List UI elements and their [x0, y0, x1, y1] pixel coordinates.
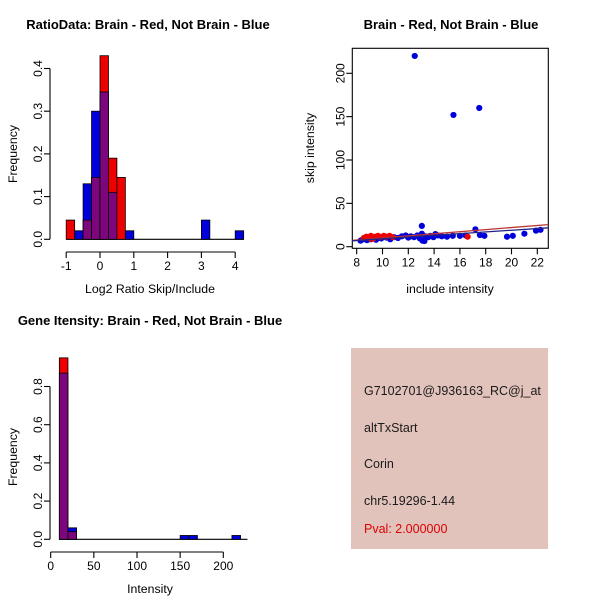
- info-box: [351, 348, 548, 549]
- x-tick-label: 150: [170, 559, 191, 573]
- x-tick-label: 12: [401, 255, 415, 270]
- histogram-bar-overlap: [92, 177, 100, 239]
- y-tick-label: 0.4: [31, 60, 45, 77]
- gene-hist-plot-area: [31, 358, 247, 573]
- ratio-hist-ylabel: Frequency: [6, 124, 20, 184]
- x-tick-label: 3: [198, 259, 205, 273]
- y-tick-label: 0.4: [31, 454, 45, 472]
- histogram-bar-overlap: [83, 220, 91, 239]
- x-tick-label: 1: [130, 259, 138, 273]
- scatter-panel: [300, 0, 600, 300]
- x-tick-label: 50: [87, 559, 101, 573]
- info-gene-name: Corin: [364, 457, 394, 471]
- histogram-bar-overlap: [59, 373, 68, 539]
- gene-hist-ylabel: Frequency: [6, 427, 20, 487]
- y-tick-label: 0.0: [31, 530, 45, 548]
- y-tick-label: 200: [333, 63, 348, 84]
- info-pval: Pval: 2.000000: [364, 522, 448, 536]
- x-tick-label: 8: [353, 255, 361, 270]
- gene-hist-xlabel: Intensity: [127, 582, 173, 596]
- scatter-title: Brain - Red, Not Brain - Blue: [363, 17, 539, 32]
- scatter-xlabel: include intensity: [406, 282, 494, 296]
- histogram-bar: [201, 220, 209, 239]
- histogram-bar: [117, 177, 125, 239]
- y-tick-label: 0.0: [31, 230, 45, 248]
- info-event-type: altTxStart: [364, 421, 418, 435]
- x-tick-label: 18: [479, 255, 493, 270]
- x-tick-label: 10: [375, 255, 390, 270]
- x-tick-label: 200: [213, 559, 234, 573]
- gene-histogram-panel: [0, 300, 300, 600]
- info-probe-id: G7102701@J936163_RC@j_at: [364, 384, 541, 398]
- x-tick-label: 4: [231, 259, 239, 273]
- scatter-plot-area: [333, 48, 548, 269]
- y-tick-label: 50: [333, 196, 348, 211]
- histogram-bar: [189, 535, 198, 539]
- x-tick-label: 2: [164, 259, 171, 273]
- y-tick-label: 0.2: [31, 145, 45, 163]
- gene-hist-title: Gene Itensity: Brain - Red, Not Brain - Blue: [17, 313, 283, 328]
- histogram-bar: [180, 535, 189, 539]
- x-tick-label: 14: [427, 255, 441, 270]
- data-point-blue: [476, 105, 482, 111]
- x-tick-label: 22: [530, 255, 544, 270]
- data-point-blue: [504, 234, 510, 240]
- y-tick-label: 150: [333, 106, 348, 127]
- y-tick-label: 0.8: [31, 378, 45, 395]
- data-point-blue: [412, 53, 418, 59]
- ratio-hist-title: RatioData: Brain - Red, Not Brain - Blue: [26, 17, 270, 32]
- x-tick-label: 0: [96, 259, 104, 273]
- histogram-bar-overlap: [108, 192, 116, 239]
- brain-fit-line: [352, 225, 548, 241]
- scatter-ylabel: skip intensity: [303, 112, 317, 184]
- x-tick-label: 16: [453, 255, 467, 270]
- histogram-bar: [66, 220, 74, 239]
- y-tick-label: 0.1: [31, 188, 45, 205]
- ratio-hist-plot-area: [31, 56, 244, 273]
- plot-frame: [352, 48, 548, 248]
- ratio-hist-xlabel: Log2 Ratio Skip/Include: [85, 282, 215, 296]
- y-tick-label: 0.6: [31, 416, 45, 434]
- histogram-bar: [75, 231, 83, 240]
- x-tick-label: 0: [47, 559, 55, 573]
- histogram-bar: [232, 535, 241, 539]
- histogram-bar: [125, 231, 133, 240]
- x-tick-label: 100: [126, 559, 148, 573]
- data-point-red: [465, 234, 471, 240]
- histogram-bar: [235, 231, 243, 240]
- histogram-bar-overlap: [68, 532, 77, 540]
- y-tick-label: 0.2: [31, 492, 45, 510]
- ratio-histogram-panel: [0, 0, 300, 300]
- y-tick-label: 0.3: [31, 102, 45, 120]
- y-tick-label: 100: [333, 149, 348, 171]
- x-tick-label: 20: [504, 255, 519, 270]
- info-location: chr5.19296-1.44: [364, 494, 456, 508]
- histogram-bar-overlap: [100, 92, 108, 239]
- y-tick-label: 0: [333, 243, 348, 251]
- data-point-blue: [521, 231, 527, 237]
- data-point-blue: [510, 233, 516, 239]
- data-point-blue: [472, 226, 478, 232]
- x-tick-label: -1: [60, 259, 72, 273]
- data-point-blue: [481, 233, 487, 239]
- data-point-blue: [419, 223, 425, 229]
- data-point-blue: [450, 112, 456, 118]
